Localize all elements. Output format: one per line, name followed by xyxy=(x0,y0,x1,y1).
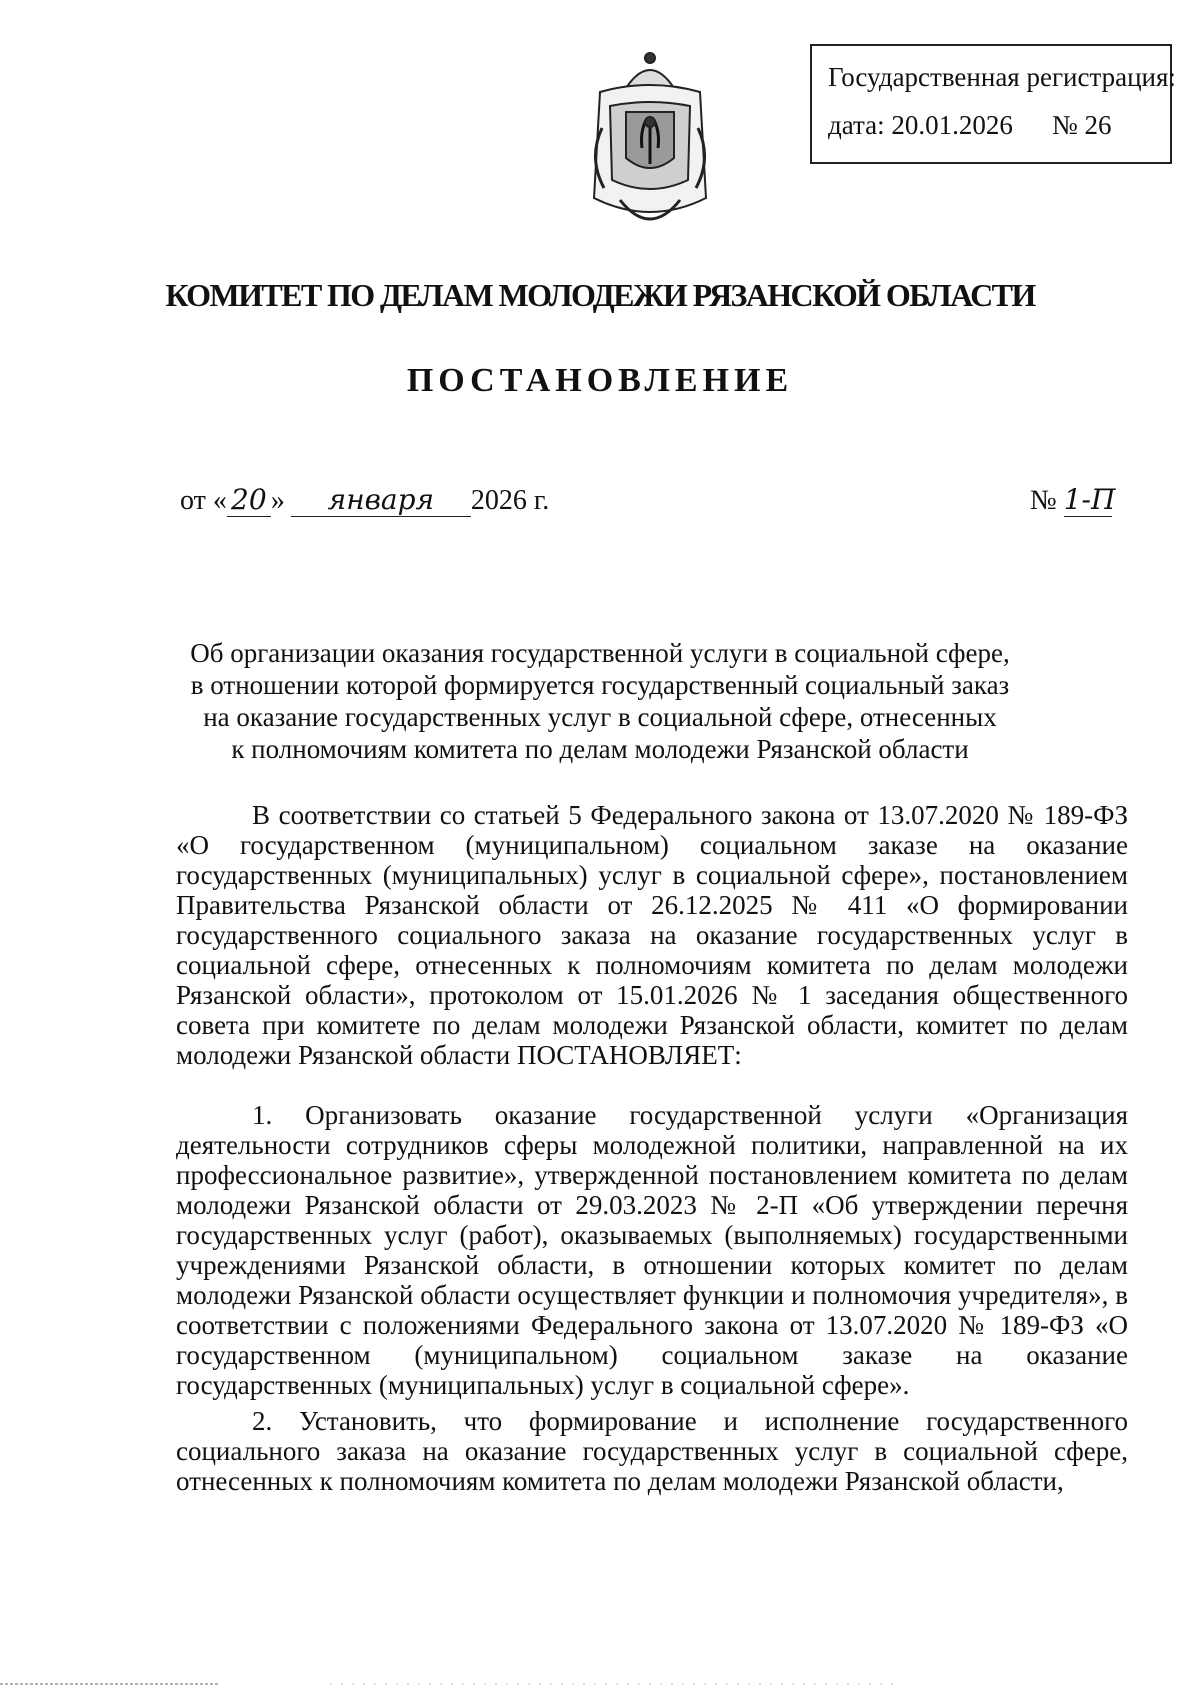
registration-number: № 26 xyxy=(1052,110,1112,140)
preamble-paragraph: В соответствии со статьей 5 Федерального закона от 13.07.2020 № 189-ФЗ «О государственном (муниципальном) социальном заказе на оказание государственных (муниципальных) услуг в социальной сфере», постановлением Правительства Рязанской области от 26.12.2025 № 411 «О формировании государственного социального заказа на оказание государственных услуг в социальной сфере, отнесенных к полномочиям комитета по делам молодежи Рязанской области», протоколом от 15.01.2026 № 1 заседания общественного совета при комитете по делам молодежи Рязанской области, комитет по делам молодежи Рязанской области ПОСТАНОВЛЯЕТ: xyxy=(176,800,1128,1070)
ryazan-coat-of-arms-icon xyxy=(580,48,720,238)
registration-title: Государственная регистрация: xyxy=(828,62,1176,92)
title-line: к полномочиям комитета по делам молодежи Рязанской области xyxy=(231,734,969,764)
title-line: в отношении которой формируется государственный социальный заказ xyxy=(190,670,1010,700)
title-line: на оказание государственных услуг в социальной сфере, отнесенных xyxy=(203,702,997,732)
scan-noise xyxy=(0,1680,1200,1688)
registration-date: дата: 20.01.2026 xyxy=(828,110,1013,140)
document-body xyxy=(176,800,1128,1496)
title-line: Об организации оказания государственной услуги в социальной сфере, xyxy=(190,638,1010,668)
clause-2: 2. Установить, что формирование и исполнение государственного социального заказа на оказание государственных услуг в социальной сфере, отнесенных к полномочиям комитета по делам молодежи Рязанской области, xyxy=(176,1406,1128,1496)
document-type: ПОСТАНОВЛЕНИЕ xyxy=(406,362,794,399)
document-date xyxy=(180,484,549,517)
document-number xyxy=(1030,483,1116,517)
registration-stamp xyxy=(810,44,1176,164)
date-quote-close: » xyxy=(270,485,285,516)
number-prefix: № xyxy=(1030,485,1057,516)
date-day-handwritten: 20 xyxy=(227,484,271,517)
agency-name: КОМИТЕТ ПО ДЕЛАМ МОЛОДЕЖИ РЯЗАНСКОЙ ОБЛАСТИ xyxy=(165,277,1035,313)
clause-1: 1. Организовать оказание государственной услуги «Организация деятельности сотрудников сферы молодежной политики, направленной на их профессиональное развитие», утвержденной постановлением комитета по делам молодежи Рязанской области от 29.03.2023 № 2-П «Об утверждении перечня государственных услуг (работ), оказываемых (выполняемых) государственными учреждениями Рязанской области, в отношении которых комитет по делам молодежи Рязанской области осуществляет функции и полномочия учредителя», в соответствии с положениями Федерального закона от 13.07.2020 № 189-ФЗ «О государственном (муниципальном) социальном заказе на оказание государственных (муниципальных) услуг в социальной сфере». xyxy=(176,1100,1128,1400)
date-year: 2026 г. xyxy=(470,485,550,516)
document-title xyxy=(160,637,1040,765)
date-month-handwritten: января xyxy=(291,484,471,517)
date-prefix: от « xyxy=(180,485,227,516)
number-handwritten: 1-П xyxy=(1063,483,1116,516)
